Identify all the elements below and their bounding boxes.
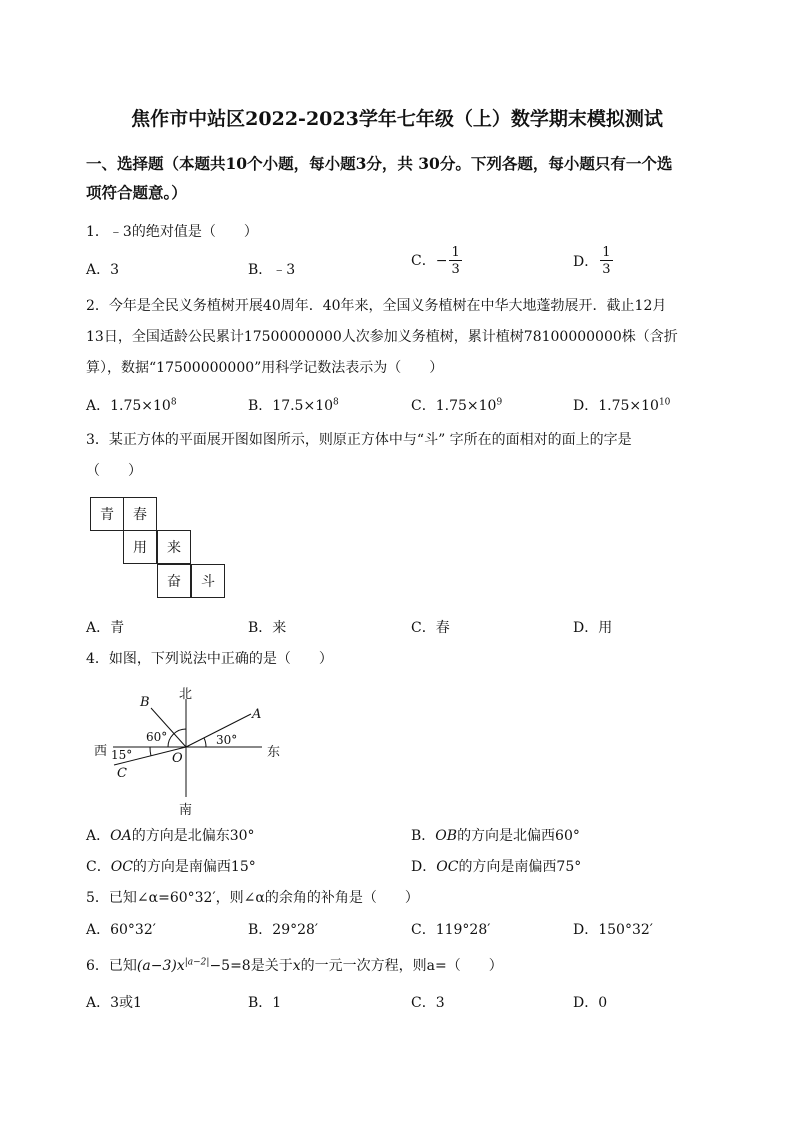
q6-variable: x <box>292 958 301 974</box>
exponent: 9 <box>496 397 503 408</box>
option-label: B． <box>411 828 436 844</box>
option-text: 的方向是南偏西15° <box>132 859 256 875</box>
q4-stem: 4．如图，下列说法中正确的是（ ） <box>86 651 333 667</box>
label-angle-60: 60° <box>146 730 168 744</box>
q1-option-d-label: D． <box>573 254 599 270</box>
fraction-numerator: 1 <box>451 245 460 260</box>
fraction-denominator: 3 <box>451 262 460 277</box>
q1-option-c-label: C． <box>411 253 436 269</box>
q6-option-d[interactable]: D．0 <box>573 995 608 1011</box>
ray-name: OA <box>110 828 132 844</box>
q3-stem-line1: 3．某正方体的平面展开图如图所示，则原正方体中与“斗” 字所在的面相对的面上的字是 <box>86 432 632 448</box>
option-label: A． <box>86 398 111 414</box>
q6-option-b[interactable]: B．1 <box>248 995 282 1011</box>
net-cell: 斗 <box>191 564 225 598</box>
q1-option-c-sign: − <box>435 253 448 269</box>
label-west: 西 <box>94 744 108 759</box>
scientific-notation: 17.5×10 <box>272 398 334 414</box>
label-east: 东 <box>267 745 281 760</box>
ray-name: OC <box>436 859 459 875</box>
q3-option-a[interactable]: A．青 <box>86 620 125 636</box>
label-angle-15: 15° <box>111 748 133 762</box>
section-heading-line1: 一、选择题（本题共10个小题，每小题3分，共 30分。下列各题，每小题只有一个选 <box>86 154 673 173</box>
q6-stem <box>86 955 503 975</box>
label-point-o: O <box>172 751 183 766</box>
q3-option-b[interactable]: B．来 <box>248 620 287 636</box>
q2-stem-line3: 算），数据“17500000000”用科学记数法表示为（ ） <box>86 360 444 376</box>
q1-option-a[interactable]: A．3 <box>86 262 120 278</box>
scientific-notation: 1.75×10 <box>110 398 171 414</box>
q2-stem-line2: 13日，全国适龄公民累计17500000000人次参加义务植树，累计植树78100000000株（含折 <box>86 329 678 345</box>
q1-stem: 1．﹣3的绝对值是（ ） <box>86 224 258 240</box>
q6-prefix: 6．已知 <box>86 958 137 974</box>
q6-exponent: |a−2| <box>184 957 210 968</box>
q6-tail: 的一元一次方程，则a=（ ） <box>300 958 503 974</box>
q2-stem-line1: 2．今年是全民义务植树开展40周年．40年来，全国义务植树在中华大地蓬勃展开．截止12月 <box>86 298 667 314</box>
q5-option-d[interactable]: D．150°32′ <box>573 922 653 938</box>
scientific-notation: 1.75×10 <box>598 398 659 414</box>
label-angle-30: 30° <box>216 733 238 747</box>
option-label: B． <box>248 398 273 414</box>
q4-option-a[interactable] <box>86 825 255 845</box>
q5-option-c[interactable]: C．119°28′ <box>411 922 491 938</box>
exponent: 8 <box>170 397 177 408</box>
option-text: 的方向是北偏东30° <box>131 828 255 844</box>
q5-stem: 5．已知∠α=60°32′，则∠α的余角的补角是（ ） <box>86 890 419 906</box>
label-point-b: B <box>140 695 150 710</box>
exponent: 8 <box>333 397 339 408</box>
label-point-a: A <box>252 707 262 722</box>
ray-name: OC <box>110 859 133 875</box>
q4-option-c[interactable] <box>86 856 256 876</box>
label-south: 南 <box>179 803 193 818</box>
q3-option-c[interactable]: C．春 <box>411 620 450 636</box>
net-cell: 用 <box>123 530 157 564</box>
q1-option-b[interactable]: B．﹣3 <box>248 262 296 278</box>
fraction-denominator: 3 <box>602 262 611 277</box>
q3-option-d[interactable]: D．用 <box>573 620 613 636</box>
fraction-numerator: 1 <box>602 245 611 260</box>
option-text: 的方向是北偏西60° <box>457 828 580 844</box>
q6-expression: (a−3)x <box>136 958 185 974</box>
scientific-notation: 1.75×10 <box>435 398 497 414</box>
exponent: 10 <box>658 397 671 408</box>
option-label: D． <box>573 398 599 414</box>
section-heading-line2: 项符合题意。） <box>86 183 187 202</box>
q6-option-a[interactable]: A．3或1 <box>86 995 142 1011</box>
option-text: 的方向是南偏西75° <box>458 859 582 875</box>
arc-15 <box>150 747 151 756</box>
q6-option-c[interactable]: C．3 <box>411 995 445 1011</box>
net-cell: 春 <box>123 497 157 531</box>
net-cell: 青 <box>90 497 124 531</box>
option-label: C． <box>86 859 111 875</box>
q5-option-a[interactable]: A．60°32′ <box>86 922 156 938</box>
net-cell: 奋 <box>157 564 191 598</box>
label-point-c: C <box>117 766 127 781</box>
net-cell: 来 <box>157 530 191 564</box>
q6-middle: 是关于 <box>250 958 293 974</box>
option-label: C． <box>411 398 436 414</box>
option-label: A． <box>86 828 111 844</box>
option-label: D． <box>411 859 437 875</box>
page-title: 焦作市中站区2022-2023学年七年级（上）数学期末模拟测试 <box>131 108 663 130</box>
q5-option-b[interactable]: B．29°28′ <box>248 922 319 938</box>
q4-option-d[interactable] <box>411 856 581 876</box>
q6-expression-rest: −5=8 <box>209 958 251 974</box>
q3-stem-line2: （ ） <box>86 463 142 479</box>
label-north: 北 <box>179 687 193 702</box>
q4-option-b[interactable] <box>411 825 580 845</box>
arc-30 <box>204 738 206 747</box>
ray-name: OB <box>435 828 458 844</box>
